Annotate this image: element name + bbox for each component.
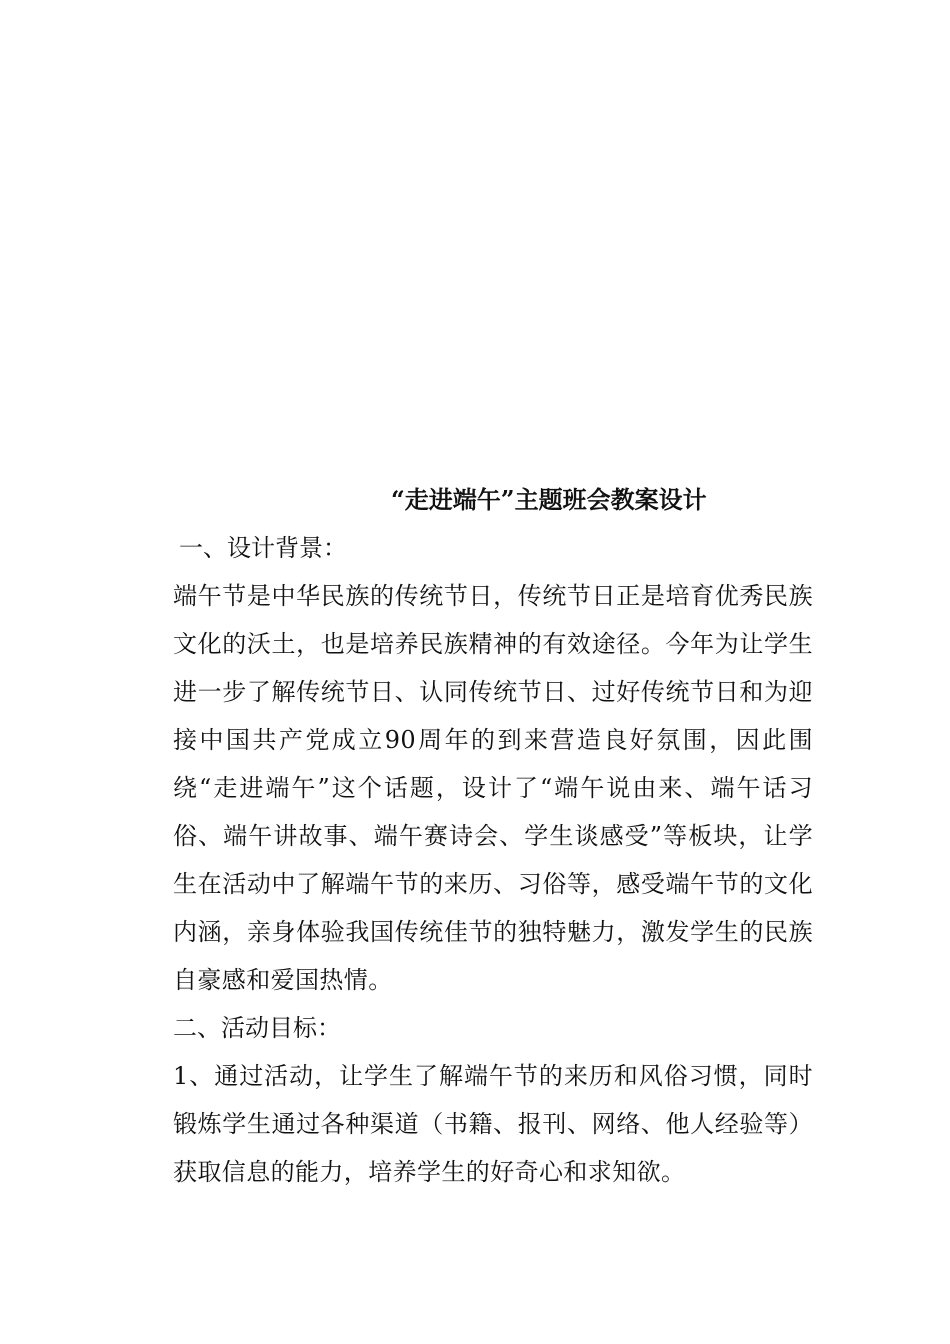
document-body xyxy=(173,476,813,1196)
background-paragraph: 端午节是中华民族的传统节日，传统节日正是培育优秀民族文化的沃土，也是培养民族精神的有效途径。今年为让学生进一步了解传统节日、认同传统节日、过好传统节日和为迎接中国共产党成立90周年的到来营造良好氛围，因此围绕“走进端午”这个话题，设计了“端午说由来、端午话习俗、端午讲故事、端午赛诗会、学生谈感受”等板块，让学生在活动中了解端午节的来历、习俗等，感受端午节的文化内涵，亲身体验我国传统佳节的独特魅力，激发学生的民族自豪感和爱国热情。 xyxy=(173,582,813,994)
section-heading-background: 一、设计背景： xyxy=(179,534,347,562)
goal-item-1: 1、通过活动，让学生了解端午节的来历和风俗习惯，同时锻炼学生通过各种渠道（书籍、报刊、网络、他人经验等）获取信息的能力，培养学生的好奇心和求知欲。 xyxy=(173,1062,813,1186)
section-heading-goals: 二、活动目标： xyxy=(173,1014,341,1042)
document-title: “走进端午”主题班会教案设计 xyxy=(391,485,707,514)
